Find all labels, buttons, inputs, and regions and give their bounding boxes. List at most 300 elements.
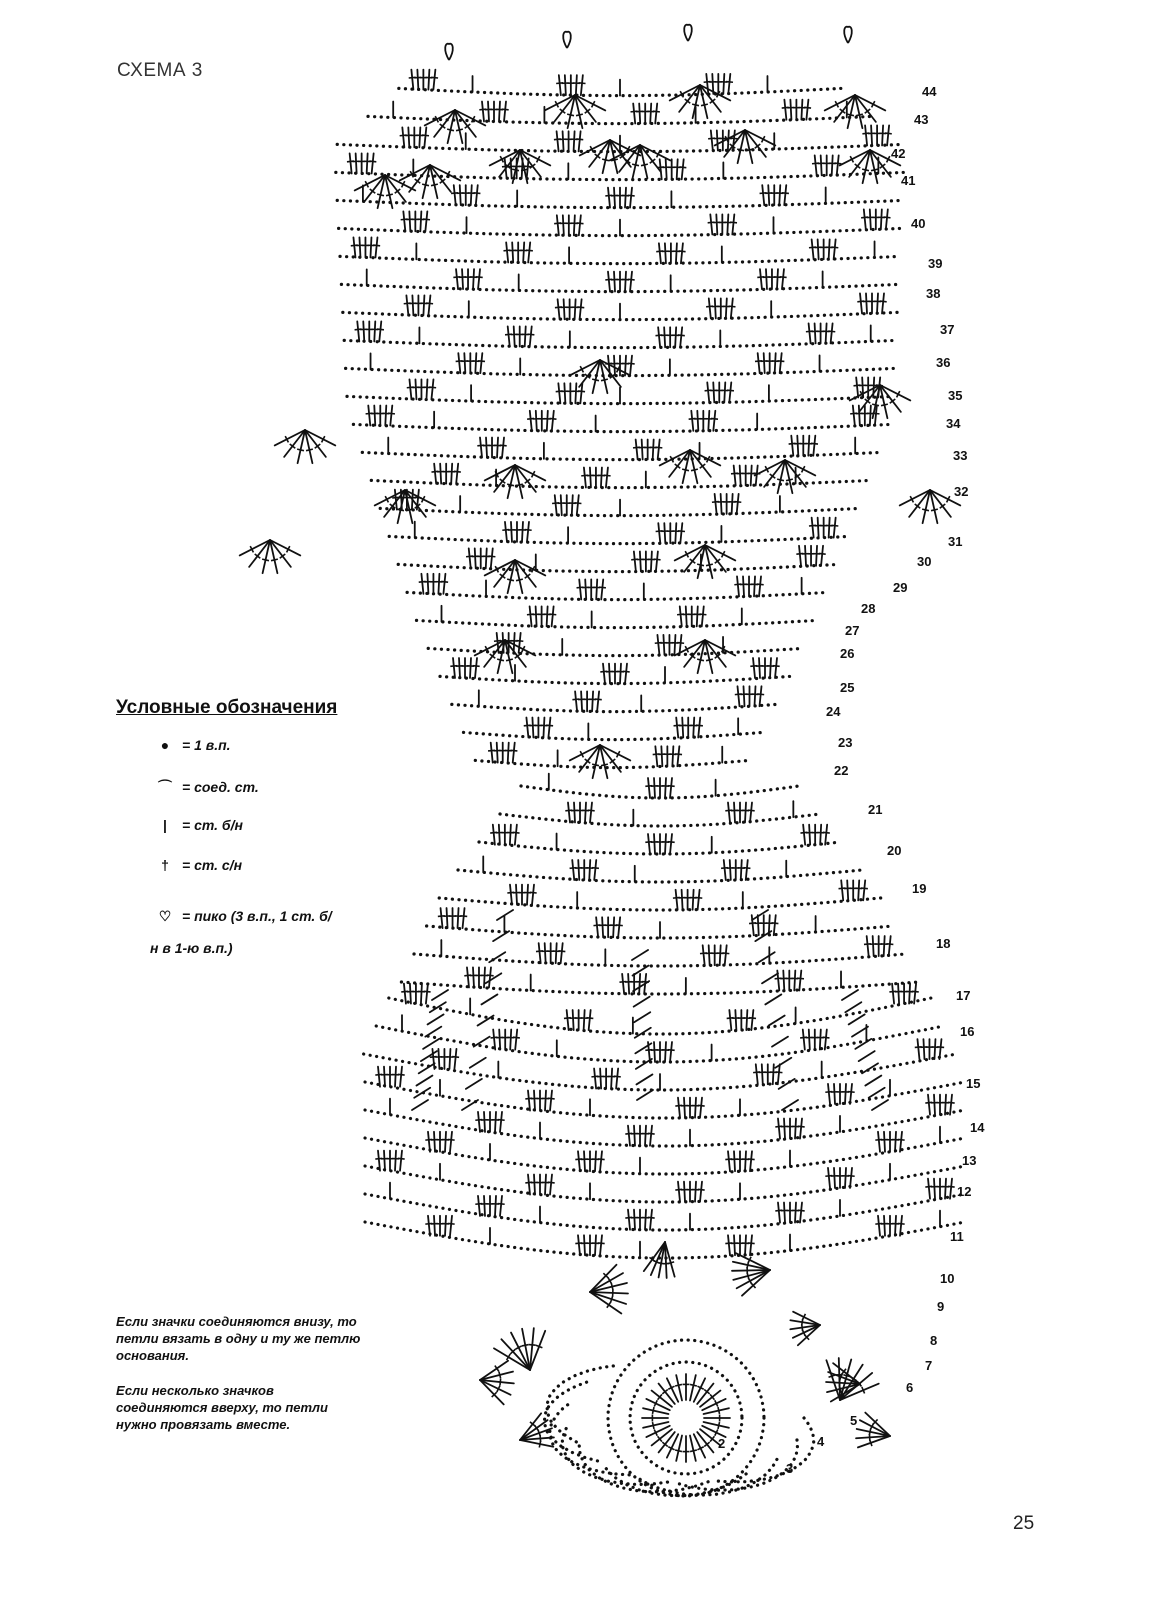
double-crochet-group: [550, 1175, 552, 1195]
ladder-stitch: [845, 1002, 861, 1012]
fan-motif-2-cross: [856, 114, 863, 116]
fan-motif-3-cross: [872, 404, 879, 406]
fan-motif-2-cross: [931, 509, 938, 511]
double-crochet-group: [390, 406, 392, 426]
double-crochet-group: [665, 1042, 666, 1062]
double-crochet-group: [458, 353, 460, 373]
double-crochet-group-cross: [599, 587, 606, 588]
fan-motif-2-cross: [516, 579, 523, 581]
double-crochet-group: [881, 209, 882, 229]
double-crochet-group: [653, 440, 654, 460]
double-crochet-group: [488, 101, 489, 121]
picot: [844, 27, 852, 43]
round-chain-row: [414, 954, 906, 966]
double-crochet-group: [357, 321, 359, 341]
double-crochet-group: [426, 984, 428, 1004]
double-crochet-group: [734, 1235, 735, 1255]
double-crochet-group: [813, 436, 815, 456]
double-crochet-group: [614, 188, 615, 208]
row-number: 18: [936, 936, 951, 951]
fan-motif-0: [785, 460, 815, 475]
double-crochet-group: [746, 860, 748, 880]
double-crochet-group: [601, 579, 603, 599]
double-crochet-group: [820, 825, 821, 845]
double-crochet-group: [939, 1039, 941, 1059]
double-crochet-group: [873, 936, 874, 956]
ladder-stitch: [872, 1100, 888, 1110]
double-crochet-group: [859, 406, 860, 426]
double-crochet-group: [575, 383, 576, 403]
row-number: 4: [817, 1434, 825, 1449]
row-number: 41: [901, 173, 916, 188]
double-crochet-group: [778, 1203, 780, 1223]
center-stitch-cross: [690, 1384, 697, 1386]
ladder-stitch: [466, 1079, 482, 1089]
single-crochet-bar-icon: |: [163, 817, 167, 833]
double-crochet-group: [828, 1084, 830, 1104]
double-crochet-group: [682, 717, 683, 737]
double-crochet-group: [750, 1151, 752, 1171]
double-crochet-group: [829, 518, 830, 538]
double-crochet-group: [779, 185, 780, 205]
double-crochet-group-cross: [831, 247, 838, 248]
double-crochet-group: [596, 917, 598, 937]
double-crochet-group: [561, 495, 562, 515]
double-crochet-group: [600, 1235, 602, 1255]
double-crochet-group: [580, 299, 582, 319]
double-crochet-group-cross: [524, 166, 531, 167]
double-crochet-group: [395, 1151, 396, 1171]
double-crochet-group: [403, 211, 405, 231]
double-crochet-group: [762, 1064, 763, 1084]
double-crochet-group-cross: [424, 991, 431, 992]
ladder-stitch: [842, 990, 858, 1000]
double-crochet-group: [484, 1196, 485, 1216]
double-crochet-group: [821, 546, 823, 566]
fan-motif-2-cross: [431, 184, 438, 186]
double-crochet-group-cross: [578, 391, 585, 392]
double-crochet-group-cross: [452, 1057, 459, 1058]
double-crochet-group: [450, 1132, 452, 1152]
double-crochet-group-cross: [448, 1223, 455, 1224]
double-crochet-group: [395, 1067, 396, 1087]
double-crochet-group-cross: [510, 750, 517, 751]
double-crochet-group: [463, 908, 465, 928]
double-crochet-group: [831, 323, 833, 343]
row-number: 23: [838, 735, 853, 750]
double-crochet-group-cross: [885, 133, 892, 134]
double-crochet-group: [528, 1175, 530, 1195]
double-crochet-group-cross: [653, 111, 660, 112]
double-crochet-group: [519, 633, 521, 653]
double-crochet-group: [574, 215, 575, 235]
double-crochet-group: [445, 1216, 446, 1236]
double-crochet-group: [750, 802, 752, 822]
fan-motif-0: [515, 560, 545, 575]
double-crochet-group: [514, 326, 515, 346]
double-crochet-group: [584, 1010, 585, 1030]
round-chain-row: [398, 564, 838, 571]
note-paragraph-1: Если значки соединяются внизу, то петли вязать в одну и ту же петлю основания.: [116, 1314, 361, 1363]
double-crochet-group: [563, 131, 564, 151]
fan-motif-3-cross: [422, 184, 429, 186]
row-number: 43: [914, 112, 929, 127]
double-crochet-group: [579, 131, 581, 151]
row-number: 27: [845, 623, 860, 638]
double-crochet-group: [737, 494, 739, 514]
double-crochet-group: [717, 130, 718, 150]
double-crochet-group: [928, 1179, 930, 1199]
double-crochet-group: [581, 75, 583, 95]
double-crochet-group: [552, 411, 554, 431]
double-crochet-group: [600, 1151, 602, 1171]
double-crochet-group: [462, 269, 463, 289]
double-crochet-group: [727, 214, 728, 234]
fan-motif-4: [733, 1262, 770, 1270]
double-crochet-group-cross: [748, 1159, 755, 1160]
double-crochet-group-cross: [598, 1159, 605, 1160]
double-crochet-group: [510, 825, 511, 845]
double-crochet-group: [367, 153, 368, 173]
double-crochet-group: [809, 1030, 810, 1050]
double-crochet-group: [526, 717, 528, 737]
double-crochet-group: [853, 406, 855, 426]
double-crochet-group: [489, 967, 491, 987]
double-crochet-group-cross: [749, 1018, 756, 1019]
double-crochet-group: [567, 1010, 569, 1030]
double-crochet-group: [594, 860, 596, 880]
round-chain-row: [365, 1082, 965, 1118]
ladder-stitch: [765, 994, 781, 1004]
double-crochet-group: [892, 984, 894, 1004]
fan-motif-5: [240, 540, 270, 555]
double-crochet-group: [707, 382, 709, 402]
double-crochet-group: [677, 159, 678, 179]
double-crochet-group: [828, 1168, 830, 1188]
row-number: 11: [950, 1229, 964, 1244]
double-crochet-group-cross: [574, 503, 581, 504]
double-crochet-group: [634, 1126, 635, 1146]
double-crochet-group-cross: [678, 335, 685, 336]
double-crochet-group: [809, 825, 810, 845]
round-chain-row: [344, 340, 896, 347]
double-crochet-group: [698, 717, 700, 737]
fan-motif-2-cross: [611, 1283, 613, 1290]
fan-motif-4-cross: [529, 1345, 536, 1346]
double-crochet-group: [486, 548, 487, 568]
center-stitch: [704, 1422, 729, 1428]
double-crochet-group-cross: [604, 475, 611, 476]
row-number: 28: [861, 601, 876, 616]
ladder-stitch: [634, 997, 650, 1007]
double-crochet-group: [878, 1216, 880, 1236]
double-crochet-group: [803, 825, 805, 845]
round-chain-row: [500, 814, 820, 826]
double-crochet-group: [419, 127, 420, 147]
double-crochet-group: [447, 908, 448, 928]
double-crochet-group: [815, 155, 817, 175]
double-crochet-group: [484, 1112, 485, 1132]
legend-item-double-crochet: † = ст. с/н: [150, 857, 242, 873]
double-crochet-group: [415, 379, 416, 399]
double-crochet-group-cross: [586, 1018, 593, 1019]
double-crochet-group-cross: [369, 161, 376, 162]
double-crochet-group-cross: [595, 699, 602, 700]
double-crochet-group-cross: [550, 418, 557, 419]
center-stitch-cross: [718, 1422, 720, 1429]
fan-motif-4: [520, 1440, 553, 1447]
double-crochet-group: [528, 242, 530, 262]
double-crochet-group: [426, 379, 427, 399]
double-crochet-group: [495, 1196, 496, 1216]
double-crochet-group: [500, 1196, 502, 1216]
double-crochet-group: [670, 778, 672, 798]
double-crochet-group: [372, 153, 374, 173]
double-crochet-group: [634, 551, 636, 571]
double-crochet-group-cross: [831, 525, 838, 526]
fan-motif-0: [705, 545, 735, 560]
double-crochet-group: [506, 242, 508, 262]
double-crochet-group: [682, 159, 684, 179]
double-crochet-group: [909, 984, 910, 1004]
double-crochet-group: [449, 1049, 450, 1069]
fan-motif-0-cross: [829, 1375, 836, 1377]
double-crochet-group: [508, 326, 510, 346]
double-crochet-group-cross: [773, 666, 780, 667]
double-crochet-group: [640, 551, 641, 571]
fan-motif-3-cross: [697, 564, 704, 566]
double-crochet-group: [630, 188, 632, 208]
double-crochet-group: [512, 242, 513, 262]
double-crochet-group: [495, 1112, 496, 1132]
fan-motif-2-cross: [306, 449, 313, 451]
double-crochet-group: [670, 1042, 672, 1062]
double-crochet-group: [513, 743, 515, 763]
double-crochet-group: [678, 1098, 680, 1118]
double-crochet-group: [510, 885, 512, 905]
double-crochet-group: [812, 518, 814, 538]
double-crochet-group: [579, 579, 581, 599]
double-crochet-group: [895, 1132, 896, 1152]
double-crochet-group-cross: [727, 390, 734, 391]
fan-motif-5: [755, 460, 785, 475]
double-crochet-group: [799, 546, 801, 566]
double-crochet-group: [764, 353, 765, 373]
double-crochet-group-cross: [828, 331, 835, 332]
center-stitch: [690, 1375, 696, 1400]
double-crochet-group: [618, 917, 620, 937]
double-crochet-group: [680, 606, 682, 626]
double-crochet-group: [589, 1010, 591, 1030]
double-crochet-group: [729, 1010, 731, 1030]
double-crochet-group-cross: [441, 581, 448, 582]
double-crochet-group: [756, 1064, 758, 1084]
double-crochet-group: [684, 1098, 685, 1118]
double-crochet-group: [471, 185, 472, 205]
double-crochet-group: [575, 691, 577, 711]
double-crochet-group-cross: [377, 329, 384, 330]
double-crochet-group: [837, 155, 839, 175]
double-crochet-group: [423, 295, 424, 315]
double-crochet-group: [379, 321, 381, 341]
double-crochet-group: [775, 658, 777, 678]
double-crochet-group: [564, 383, 565, 403]
double-crochet-group-cross: [616, 925, 623, 926]
double-crochet-group: [850, 1168, 852, 1188]
round-chain-row: [407, 592, 828, 599]
fan-motif-2-cross: [881, 404, 888, 406]
double-crochet-group: [670, 834, 672, 854]
double-crochet-group: [384, 1067, 385, 1087]
double-crochet-group: [441, 908, 443, 928]
double-crochet-group: [740, 465, 741, 485]
row-number: 5: [850, 1413, 858, 1428]
double-crochet-group: [731, 298, 733, 318]
double-crochet-group: [484, 967, 485, 987]
double-crochet-group: [663, 635, 664, 655]
fan-motif-5: [425, 110, 455, 125]
fan-motif-2-cross: [786, 479, 793, 481]
double-crochet-group: [534, 1091, 535, 1111]
double-crochet-group-cross: [546, 725, 553, 726]
double-crochet-group-cross: [798, 1126, 805, 1127]
double-crochet-group: [556, 943, 557, 963]
double-crochet-group: [478, 1112, 480, 1132]
double-crochet-group: [475, 658, 477, 678]
double-crochet-group: [700, 1182, 702, 1202]
double-crochet-group: [622, 974, 624, 994]
round-chain-row: [458, 870, 862, 882]
page-number: 25: [1013, 1513, 1035, 1534]
double-crochet-group: [564, 299, 565, 319]
row-number: 7: [925, 1358, 933, 1373]
double-crochet-group-cross: [743, 868, 750, 869]
double-crochet-group: [584, 1151, 585, 1171]
center-stitch: [690, 1436, 696, 1461]
row-number: 29: [893, 580, 908, 595]
double-crochet-group: [528, 1091, 530, 1111]
double-crochet-group: [750, 1235, 752, 1255]
double-crochet-group: [884, 1216, 885, 1236]
double-crochet-group: [799, 970, 801, 990]
double-crochet-group-cross: [655, 447, 662, 448]
legend-item-chain: ● = 1 в.п.: [150, 737, 231, 753]
double-crochet-group: [356, 153, 357, 173]
double-crochet-group: [558, 383, 560, 403]
fan-motif-0: [600, 745, 630, 760]
double-crochet-group: [491, 743, 493, 763]
fan-motif-4-cross: [539, 1441, 540, 1448]
double-crochet-group: [711, 130, 713, 150]
double-crochet-group: [805, 546, 806, 566]
double-crochet-group: [584, 1235, 585, 1255]
picot: [445, 44, 453, 60]
double-crochet-group: [515, 1030, 517, 1050]
ladder-stitch: [849, 1014, 865, 1024]
double-crochet-group: [768, 185, 769, 205]
double-crochet-group: [808, 436, 809, 456]
double-crochet-group-cross: [668, 1050, 675, 1051]
fan-motif-5: [580, 140, 610, 155]
double-crochet-group-cross: [628, 363, 635, 364]
double-crochet-group: [575, 299, 576, 319]
ladder-stitch: [772, 1037, 788, 1047]
double-crochet-group: [812, 239, 814, 259]
fan-motif-2-cross: [456, 129, 463, 131]
fan-motif-0: [880, 385, 910, 400]
row-number: 25: [840, 680, 855, 695]
ladder-stitch: [423, 1039, 439, 1049]
double-crochet-group: [456, 464, 458, 484]
double-crochet-group: [578, 1235, 580, 1255]
fan-motif-2-cross: [691, 469, 698, 471]
double-crochet-group: [563, 215, 564, 235]
double-crochet-group: [950, 1179, 952, 1199]
double-crochet-group: [530, 606, 532, 626]
center-stitch: [646, 1426, 669, 1437]
row-number: 19: [912, 881, 927, 896]
fan-motif-3-cross: [567, 114, 574, 116]
double-crochet-group: [713, 382, 714, 402]
double-crochet-group: [552, 606, 554, 626]
fan-motif-2-cross: [706, 564, 713, 566]
double-crochet-group: [784, 1119, 785, 1139]
double-crochet-group: [695, 1182, 696, 1202]
center-stitch: [646, 1399, 669, 1410]
double-crochet-group: [453, 658, 455, 678]
bottom-scallop: [715, 1418, 813, 1482]
double-crochet-group: [675, 523, 676, 543]
double-crochet-group: [384, 1151, 385, 1171]
double-crochet-group-cross: [668, 786, 675, 787]
row-number: 44: [922, 84, 937, 99]
picot-icon: ♡: [158, 908, 172, 924]
double-crochet-group: [438, 574, 439, 594]
fan-motif-2-cross: [500, 1379, 501, 1386]
double-crochet-group: [682, 890, 683, 910]
row-number: 17: [956, 988, 971, 1003]
double-crochet-group: [561, 943, 563, 963]
double-crochet-group: [400, 1151, 402, 1171]
double-crochet-group: [658, 327, 660, 347]
double-crochet-group-cross: [530, 892, 537, 893]
double-crochet-group: [728, 74, 730, 94]
ladder-stitch: [470, 1058, 486, 1068]
double-crochet-group: [882, 125, 883, 145]
center-stitch: [667, 1378, 678, 1401]
row-number: 38: [926, 286, 941, 301]
fan-motif-1-cross: [499, 1372, 501, 1379]
fan-motif-0: [690, 450, 720, 465]
double-crochet-group: [680, 327, 682, 347]
double-crochet-group-cross: [880, 301, 887, 302]
double-crochet-group: [863, 880, 865, 900]
double-crochet-group: [725, 945, 727, 965]
double-crochet-group: [578, 860, 579, 880]
double-crochet-group: [878, 1132, 880, 1152]
double-crochet-group: [864, 209, 866, 229]
double-crochet-group-cross: [473, 666, 480, 667]
double-crochet-group: [754, 686, 755, 706]
double-crochet-group: [826, 323, 827, 343]
double-crochet-group: [676, 243, 677, 263]
fan-motif-0: [705, 640, 735, 655]
fan-motif-5: [590, 1292, 621, 1313]
round-chain-row: [452, 704, 777, 711]
double-crochet-group: [625, 188, 626, 208]
double-crochet-group: [410, 984, 411, 1004]
double-crochet-group-cross: [460, 916, 467, 917]
